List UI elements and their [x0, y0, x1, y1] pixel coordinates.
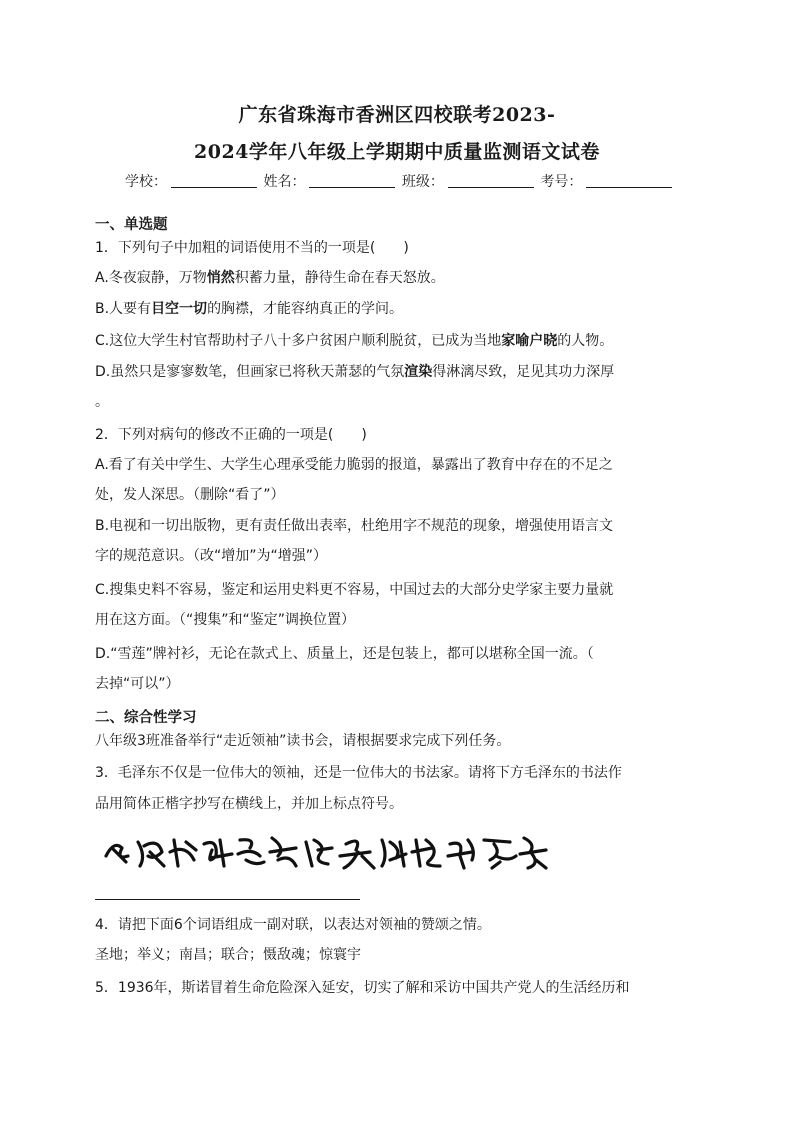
q2-option-b-line2: 字的规范意识。（改“增加”为“增强”）: [95, 548, 328, 564]
q2-option-d-line2: 去掉“可以”）: [95, 676, 180, 692]
q1-c-text-1: C.这位大学生村官帮助村子八十多户贫困户顺利脱贫，已成为当地: [95, 333, 502, 349]
q1-option-a: [95, 268, 445, 288]
exam-title-line1: 广东省珠海市香洲区四校联考2023-: [238, 104, 556, 126]
answer-line[interactable]: [95, 899, 360, 900]
student-info-row: [125, 171, 674, 191]
exam-number-blank[interactable]: [586, 175, 672, 188]
q1-c-bold: 家喻户晓: [501, 333, 558, 349]
school-blank[interactable]: [171, 175, 257, 188]
exam-title-line2: 2024学年八年级上学期期中质量监测语文试卷: [194, 141, 600, 163]
name-blank[interactable]: [309, 175, 395, 188]
q1-d-text-1: D.虽然只是寥寥数笔，但画家已将秋天萧瑟的气氛: [95, 364, 405, 380]
q5-line1: 5．1936年，斯诺冒着生命危险深入延安，切实了解和采访中国共产党人的生活经历和: [95, 980, 630, 996]
q1-stem: 1．下列句子中加粗的词语使用不当的一项是( ): [95, 240, 409, 256]
q3-line1: 3．毛泽东不仅是一位伟大的领袖，还是一位伟大的书法家。请将下方毛泽东的书法作: [95, 765, 622, 781]
q2-stem: 2．下列对病句的修改不正确的一项是( ): [95, 427, 367, 443]
q1-option-c: [95, 331, 613, 351]
q2-option-a-line2: 处，发人深思。（删除“看了”）: [95, 487, 285, 503]
exam-number-label: 考号：: [540, 174, 583, 190]
q1-d-text-2: 得淋漓尽致，足见其功力深厚: [432, 364, 615, 380]
q1-option-b: [95, 299, 403, 319]
q1-option-d: [95, 362, 614, 382]
q4-words: 圣地；举义；南昌；联合；慑敌魂；惊寰宇: [95, 947, 361, 963]
q2-option-c-line2: 用在这方面。（“搜集”和“鉴定”调换位置）: [95, 612, 356, 628]
class-blank[interactable]: [448, 175, 534, 188]
name-label: 姓名：: [263, 174, 306, 190]
q1-option-d-end: 。: [95, 394, 109, 410]
class-label: 班级：: [401, 174, 444, 190]
q1-b-text-2: 的胸襟，才能容纳真正的学问。: [207, 301, 404, 317]
q2-option-c-line1: C.搜集史料不容易，鉴定和运用史料更不容易，中国过去的大部分史学家主要力量就: [95, 582, 614, 598]
q1-a-text-1: A.冬夜寂静，万物: [95, 270, 207, 286]
q3-line2: 品用简体正楷字抄写在横线上，并加上标点符号。: [95, 796, 403, 812]
q1-d-bold: 渲染: [404, 364, 433, 380]
q4-stem: 4．请把下面6个词语组成一副对联，以表达对领袖的赞颂之情。: [95, 917, 491, 933]
q1-a-text-2: 积蓄力量，静待生命在春天怒放。: [234, 270, 445, 286]
q2-option-d-line1: D.“雪莲”牌衬衫，无论在款式上、质量上，还是包装上，都可以堪称全国一流。（: [95, 646, 594, 662]
section2-heading: 二、综合性学习: [95, 710, 197, 726]
section1-heading: 一、单选题: [95, 217, 168, 233]
school-label: 学校：: [125, 174, 167, 190]
section2-intro: 八年级3班准备举行“走近领袖”读书会，请根据要求完成下列任务。: [95, 733, 511, 749]
q1-a-bold: 悄然: [206, 270, 235, 286]
q2-option-a-line1: A.看了有关中学生、大学生心理承受能力脆弱的报道，暴露出了教育中存在的不足之: [95, 457, 613, 473]
calligraphy-image: [100, 826, 550, 872]
q1-b-bold: 目空一切: [151, 301, 208, 317]
q1-c-text-2: 的人物。: [557, 333, 614, 349]
q1-b-text-1: B.人要有: [95, 301, 152, 317]
q2-option-b-line1: B.电视和一切出版物，更有责任做出表率，杜绝用字不规范的现象，增强使用语言文: [95, 518, 614, 534]
